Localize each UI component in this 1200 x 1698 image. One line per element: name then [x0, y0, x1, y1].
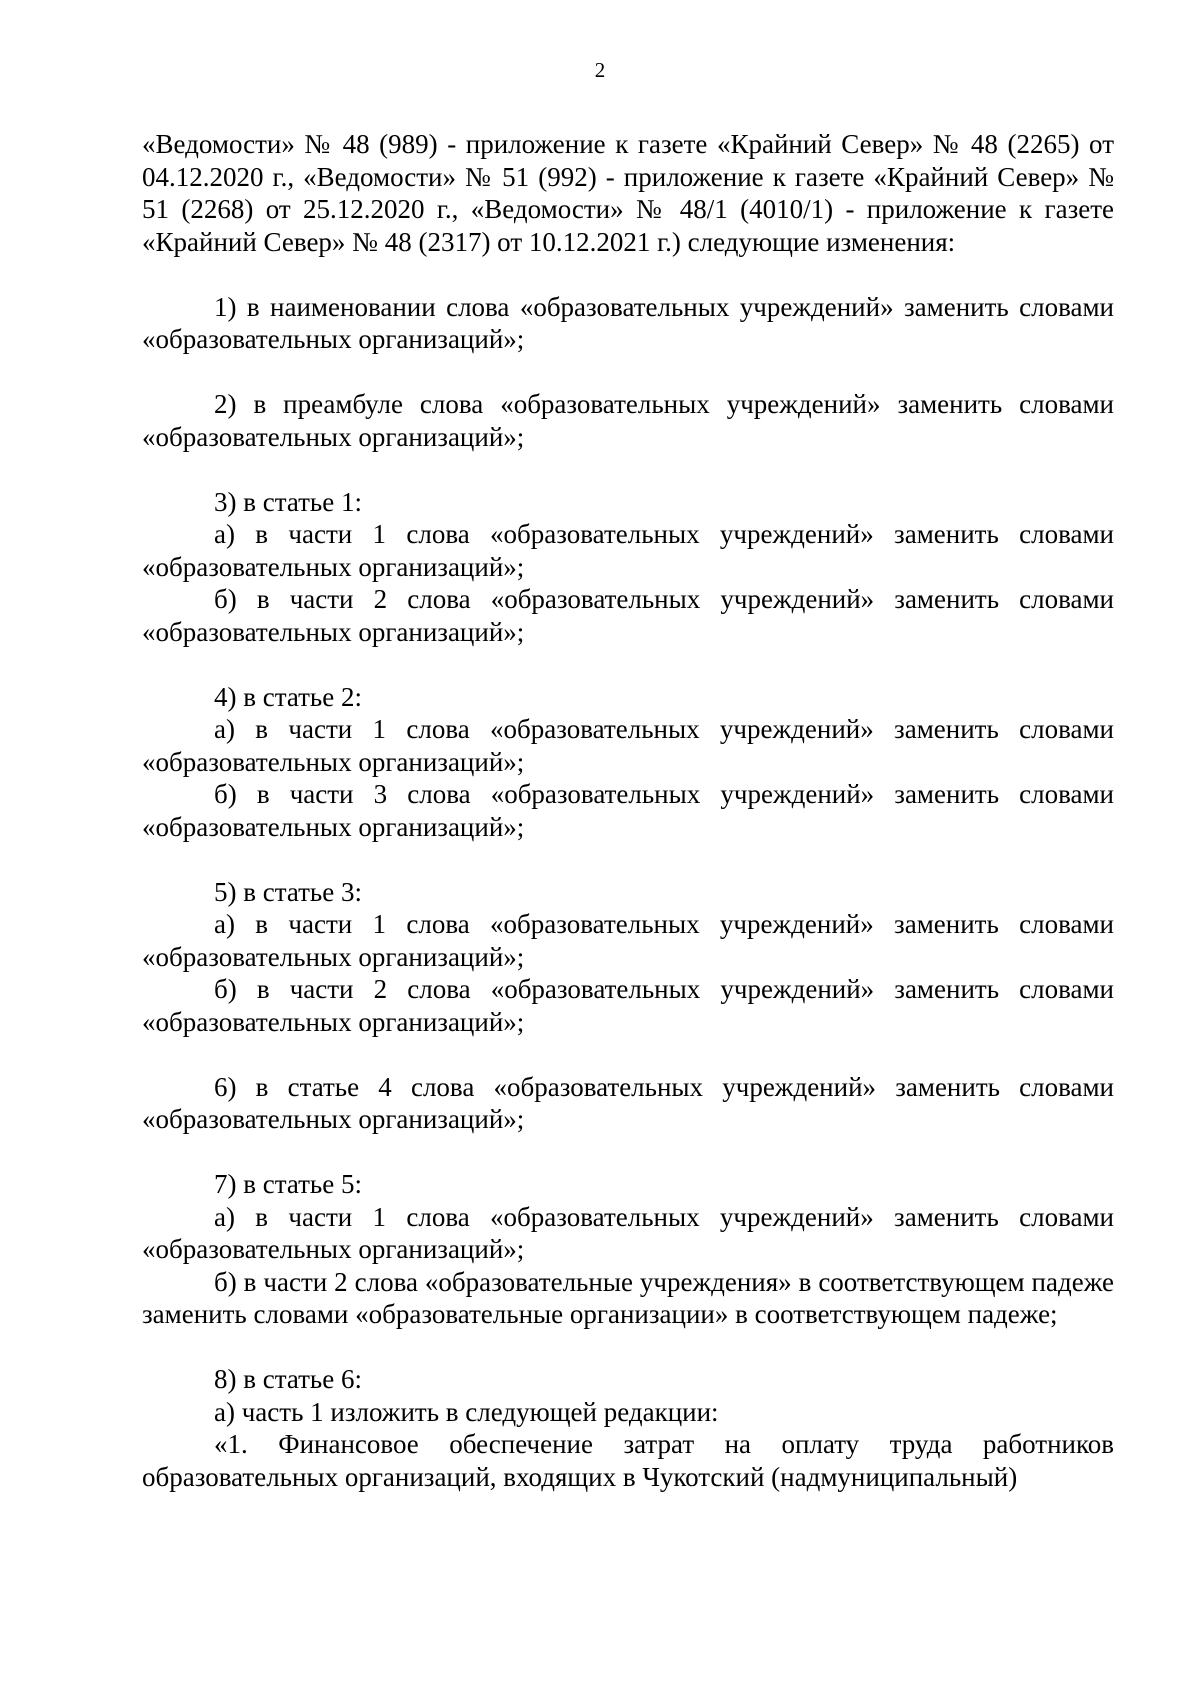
paragraph-item-4: 4) в статье 2:: [214, 681, 362, 712]
paragraph-item-7: 7) в статье 5:: [214, 1169, 362, 1199]
paragraph-item-3a: а) в части 1 слова «образовательных учреждений» заменить словами «образовательных организаций»;: [142, 519, 1114, 582]
paragraph-item-8a: а) часть 1 изложить в следующей редакции:: [214, 1396, 719, 1427]
paragraph-quote-1: «1. Финансовое обеспечение затрат на оплату труда работников образовательных организаций, входящих в Чукотский (надмуниципальный): [142, 1429, 1114, 1492]
paragraph-item-4a: а) в части 1 слова «образовательных учреждений» заменить словами «образовательных организаций»;: [142, 714, 1114, 777]
paragraph-item-8: 8) в статье 6:: [214, 1364, 362, 1394]
paragraph-item-5b: б) в части 2 слова «образовательных учреждений» заменить словами «образовательных организаций»;: [142, 974, 1114, 1037]
paragraph-item-1: 1) в наименовании слова «образовательных учреждений» заменить словами «образовательных организаций»;: [142, 291, 1114, 354]
paragraph-item-6: 6) в статье 4 слова «образовательных учреждений» заменить словами «образовательных организаций»;: [142, 1071, 1114, 1134]
paragraph-item-2: 2) в преамбуле слова «образовательных учреждений» заменить словами «образовательных организаций»;: [142, 389, 1114, 452]
paragraph-item-5: 5) в статье 3:: [214, 876, 362, 907]
paragraph-item-7a: а) в части 1 слова «образовательных учреждений» заменить словами «образовательных организаций»;: [142, 1201, 1114, 1264]
paragraph-item-4b: б) в части 3 слова «образовательных учреждений» заменить словами «образовательных организаций»;: [142, 779, 1114, 842]
page-number: 2: [594, 58, 606, 82]
paragraph-intro: «Ведомости» № 48 (989) - приложение к газете «Крайний Север» № 48 (2265) от 04.12.2020 г., «Ведомости» № 51 (992) - приложение к газете «Крайний Север» № 51 (2268) от 25.12.2020 г., «Ведомости» № 48/1 (4010/1) - приложение к газете «Крайний Север» № 48 (2317) от 10.12.2021 г.) следующие изменения:: [142, 129, 1114, 257]
paragraph-item-7b: б) в части 2 слова «образовательные учреждения» в соответствующем падеже заменить словами «образовательные организации» в соответствующем падеже;: [142, 1266, 1114, 1329]
document-body: [142, 128, 1114, 1493]
paragraph-item-3: 3) в статье 1:: [214, 486, 362, 517]
paragraph-item-3b: б) в части 2 слова «образовательных учреждений» заменить словами «образовательных организаций»;: [142, 584, 1114, 647]
paragraph-item-5a: а) в части 1 слова «образовательных учреждений» заменить словами «образовательных организаций»;: [142, 909, 1114, 972]
